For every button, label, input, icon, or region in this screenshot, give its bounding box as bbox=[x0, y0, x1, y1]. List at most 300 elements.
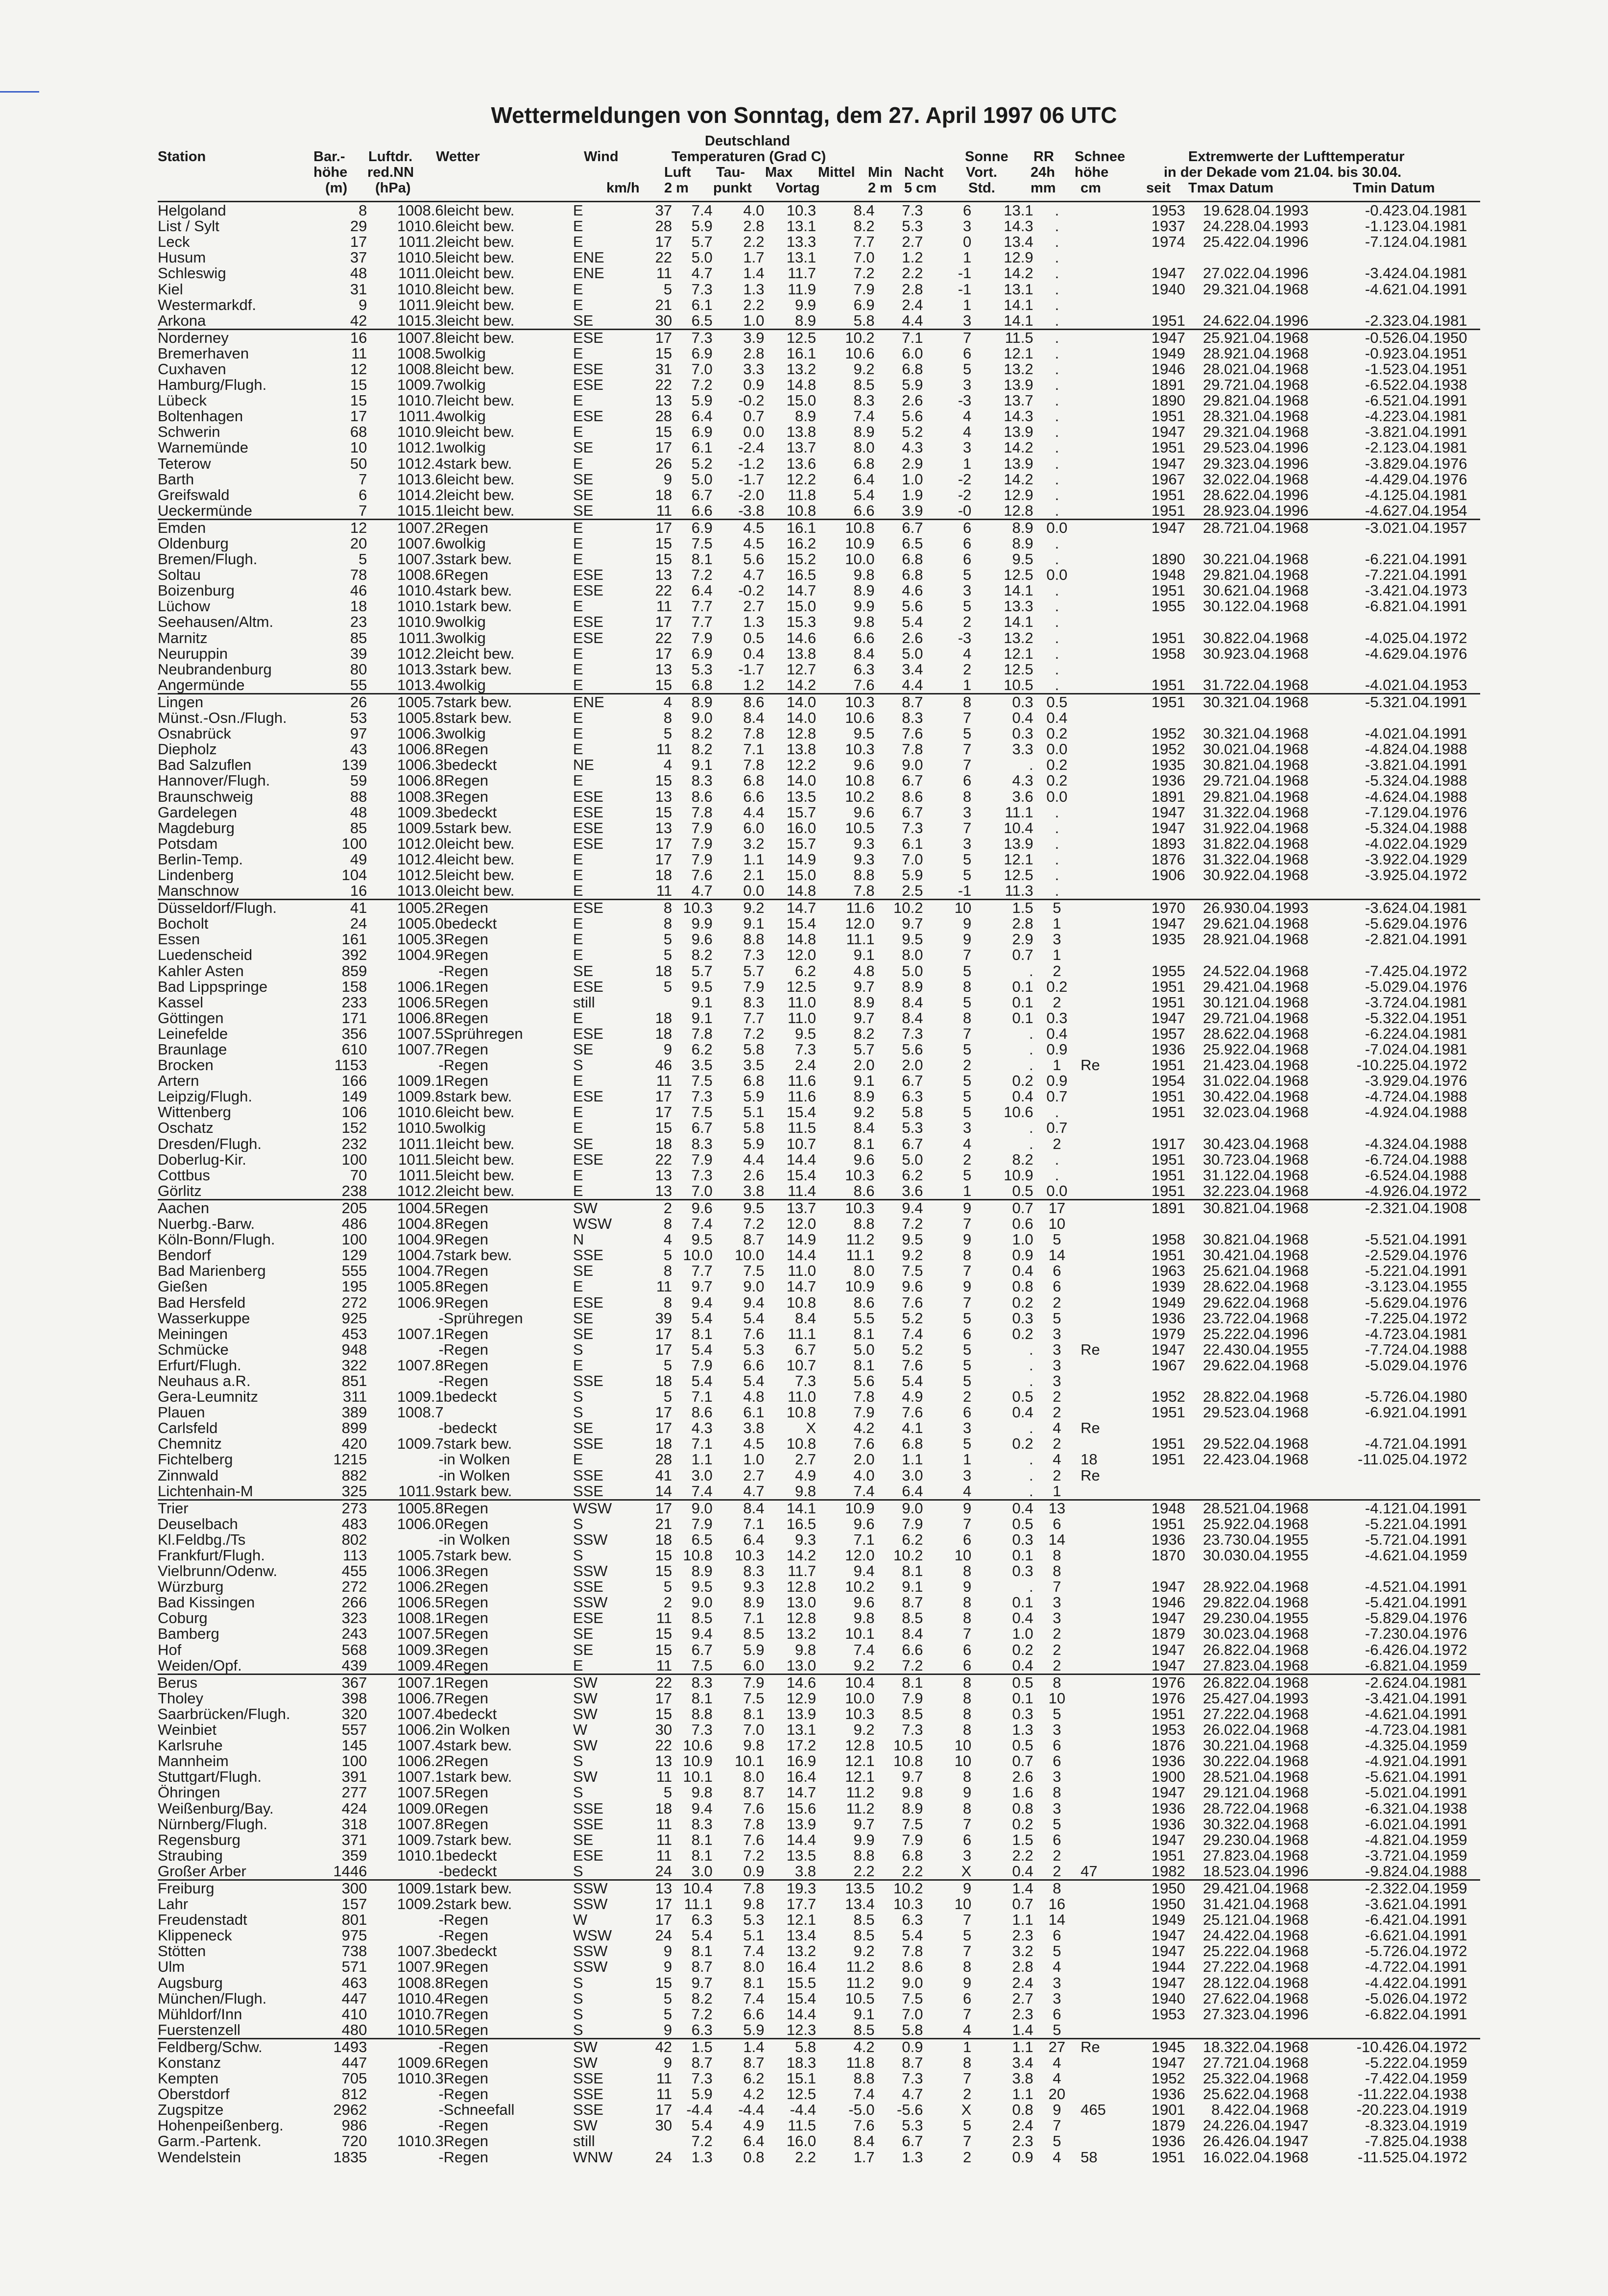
table-cell: 22.04.1968 bbox=[1232, 471, 1309, 487]
header-wetter: Wetter bbox=[436, 149, 480, 165]
table-cell: 1951 bbox=[1151, 994, 1185, 1010]
table-cell: Regen bbox=[443, 1516, 488, 1532]
table-cell: 8.9 bbox=[853, 994, 875, 1010]
table-cell: 1 bbox=[963, 677, 972, 694]
station-name: Frankfurt/Flugh. bbox=[158, 1547, 265, 1564]
table-cell: 8.0 bbox=[853, 1263, 875, 1279]
table-cell: 171 bbox=[341, 1010, 367, 1026]
table-cell: 7.6 bbox=[853, 677, 875, 694]
table-cell: 1951 bbox=[1151, 1516, 1185, 1532]
table-row bbox=[158, 1912, 1480, 1928]
table-cell: 26.04.1972 bbox=[1391, 1943, 1467, 1960]
table-cell: 5 bbox=[663, 281, 672, 297]
table-cell: SSW bbox=[573, 1896, 608, 1913]
table-cell: 6.5 bbox=[691, 1531, 713, 1548]
table-cell: 13.2 bbox=[1004, 361, 1033, 378]
table-cell: 11 bbox=[656, 502, 672, 519]
table-cell: 1011.9 bbox=[398, 297, 444, 313]
table-cell: 802 bbox=[341, 1531, 367, 1548]
table-cell: 22.04.1968 bbox=[1232, 2038, 1331, 2055]
table-cell: Regen bbox=[443, 2149, 488, 2165]
table-cell: 11.7 bbox=[788, 1563, 816, 1579]
table-cell: -4.0 bbox=[1365, 836, 1392, 852]
table-cell bbox=[1080, 408, 1131, 424]
table-cell: -5.3 bbox=[1365, 820, 1392, 836]
table-cell: 14.6 bbox=[786, 630, 816, 646]
table-cell: WNW bbox=[573, 2149, 613, 2165]
table-row bbox=[158, 1405, 1480, 1420]
table-cell: -3.1 bbox=[1365, 1279, 1392, 1295]
table-cell: 8.4 bbox=[902, 994, 923, 1010]
table-cell: 8.9 bbox=[902, 979, 923, 995]
table-cell bbox=[1131, 662, 1185, 677]
table-cell: - bbox=[438, 1912, 444, 1928]
table-cell: 3.8 bbox=[1012, 2071, 1033, 2087]
table-cell: 0.7 bbox=[1012, 1896, 1033, 1913]
table-cell: 2.4 bbox=[1012, 2118, 1033, 2134]
table-cell: -5.7 bbox=[1365, 1943, 1392, 1960]
table-cell: 18 bbox=[655, 487, 672, 503]
table-cell: SSW bbox=[573, 1563, 608, 1579]
table-cell: -4.8 bbox=[1365, 1832, 1392, 1848]
station-name: Neuruppin bbox=[158, 646, 228, 662]
table-cell bbox=[1080, 1769, 1131, 1785]
table-cell: E bbox=[573, 1167, 583, 1183]
table-cell bbox=[1332, 1373, 1392, 1389]
table-cell: 3.0 bbox=[902, 1467, 923, 1483]
table-cell: 6.6 bbox=[743, 2006, 765, 2022]
table-cell: Regen bbox=[443, 1610, 488, 1626]
table-cell: 8 bbox=[663, 1263, 672, 1279]
table-cell: 9 bbox=[663, 471, 672, 487]
table-cell: 4.3 bbox=[691, 1420, 713, 1436]
table-cell bbox=[444, 1405, 573, 1420]
table-cell: 30.8 bbox=[1202, 757, 1233, 773]
table-cell: stark bew. bbox=[443, 598, 512, 615]
station-name: Zinnwald bbox=[158, 1467, 219, 1483]
table-cell: 6.8 bbox=[743, 773, 765, 789]
table-cell: 100 bbox=[341, 1232, 367, 1248]
table-cell: 3 bbox=[963, 836, 972, 852]
table-row bbox=[158, 677, 1480, 694]
table-cell bbox=[1080, 1674, 1131, 1691]
table-header bbox=[158, 133, 1480, 198]
table-cell: WSW bbox=[573, 1500, 618, 1516]
table-cell: 13.6 bbox=[786, 455, 816, 472]
table-cell: Regen bbox=[443, 1373, 488, 1389]
table-cell: 8 bbox=[963, 1769, 972, 1785]
table-cell bbox=[1080, 329, 1131, 346]
table-cell: 14.4 bbox=[786, 1151, 816, 1168]
table-cell: 29.7 bbox=[1202, 1010, 1233, 1026]
table-cell: Regen bbox=[443, 2133, 488, 2150]
table-cell: . bbox=[1055, 1104, 1059, 1121]
table-cell bbox=[1332, 662, 1392, 677]
table-cell: 18.5 bbox=[1202, 1863, 1233, 1880]
table-cell: 21.04.1968 bbox=[1232, 1247, 1309, 1264]
table-cell: E bbox=[573, 1010, 583, 1026]
station-name: Leck bbox=[158, 234, 190, 250]
table-cell bbox=[1080, 234, 1131, 250]
table-cell: 8.7 bbox=[902, 2055, 923, 2071]
table-cell bbox=[1391, 297, 1480, 313]
table-cell: 1015.3 bbox=[397, 312, 444, 329]
table-cell: 1947 bbox=[1151, 820, 1185, 836]
table-cell: 5.8 bbox=[902, 2022, 923, 2038]
table-cell: 6.3 bbox=[902, 1089, 923, 1105]
table-cell: 5.2 bbox=[902, 1341, 923, 1358]
table-cell: 17 bbox=[618, 1500, 672, 1516]
table-cell: 23.04.1968 bbox=[1232, 1452, 1309, 1468]
table-cell: 2.6 bbox=[902, 630, 923, 646]
table-cell: 21.04.1968 bbox=[1232, 583, 1309, 599]
station-name: Diepholz bbox=[158, 741, 217, 758]
table-cell: 10.5 bbox=[845, 820, 875, 836]
table-cell: 7.8 bbox=[743, 726, 765, 742]
table-cell: . bbox=[1055, 646, 1059, 662]
table-cell: 8 bbox=[1053, 1563, 1061, 1579]
table-cell: 23.04.1981 bbox=[1391, 408, 1467, 425]
table-cell: 29.6 bbox=[1202, 1357, 1233, 1373]
table-cell: bedeckt bbox=[443, 916, 497, 932]
table-cell: 14 bbox=[1048, 1531, 1066, 1548]
table-cell: E bbox=[573, 1183, 583, 1199]
table-cell: 6.9 bbox=[691, 345, 713, 361]
table-cell: 22 bbox=[655, 583, 672, 599]
table-cell: 10.2 bbox=[875, 1880, 923, 1896]
table-cell: ESE bbox=[573, 804, 603, 820]
table-cell: 6.4 bbox=[691, 583, 713, 599]
table-cell: 5 bbox=[663, 1389, 672, 1405]
table-cell: 11 bbox=[656, 2071, 672, 2087]
table-row bbox=[158, 1104, 1480, 1120]
table-cell: 8.4 bbox=[853, 2133, 875, 2150]
station-name: Bamberg bbox=[158, 1626, 219, 1642]
table-cell: 1007.1 bbox=[367, 1674, 443, 1691]
table-cell: 0.7 bbox=[1046, 1089, 1068, 1105]
table-cell: 4.4 bbox=[902, 677, 923, 694]
table-cell: 1.7 bbox=[743, 250, 765, 266]
table-cell: 0.4 bbox=[1046, 710, 1068, 726]
table-cell: 13.2 bbox=[1004, 630, 1033, 646]
table-cell: 5 bbox=[963, 867, 972, 884]
table-cell bbox=[1332, 536, 1392, 551]
table-cell: 152 bbox=[341, 1120, 367, 1136]
table-cell: 1007.1 bbox=[397, 1326, 444, 1342]
table-cell: 7.3 bbox=[743, 947, 765, 963]
table-cell: 139 bbox=[341, 757, 367, 773]
table-cell: 1947 bbox=[1151, 2055, 1185, 2071]
table-cell bbox=[1080, 1247, 1131, 1263]
table-row bbox=[158, 900, 1480, 916]
table-cell: 23.04.1951 bbox=[1391, 361, 1467, 378]
table-cell: -5.6 bbox=[897, 2102, 923, 2118]
table-cell: 6.2 bbox=[902, 1167, 923, 1183]
table-cell: 1951 bbox=[1151, 1183, 1185, 1199]
table-cell: 8.2 bbox=[691, 741, 713, 758]
table-cell: 6.1 bbox=[691, 297, 713, 313]
table-cell: leicht bew. bbox=[443, 393, 515, 409]
table-cell: 5 bbox=[663, 726, 672, 742]
table-cell: 1009.6 bbox=[397, 2055, 444, 2071]
table-cell: 0.2 bbox=[1046, 726, 1068, 742]
table-row bbox=[158, 1738, 1480, 1753]
header-extrem2: in der Dekade vom 21.04. bis 30.04. bbox=[1164, 165, 1402, 180]
table-cell: 15.7 bbox=[786, 804, 816, 820]
table-cell: 8.3 bbox=[743, 994, 765, 1010]
table-cell: 705 bbox=[341, 2071, 367, 2087]
table-cell: 8 bbox=[963, 2055, 972, 2071]
table-cell: 85 bbox=[350, 630, 367, 646]
table-cell: 21.04.1968 bbox=[1232, 1896, 1309, 1913]
table-cell: Regen bbox=[443, 1041, 488, 1058]
table-cell: 7.6 bbox=[902, 1294, 923, 1311]
table-cell: Sprühregen bbox=[443, 1310, 523, 1326]
table-cell: 2.2 bbox=[902, 1863, 923, 1880]
table-cell: 23.04.1981 bbox=[1391, 312, 1467, 329]
table-cell: 2.3 bbox=[1012, 2006, 1033, 2022]
table-cell: 9.6 bbox=[691, 932, 713, 948]
table-cell bbox=[1131, 1420, 1185, 1436]
table-cell: E bbox=[573, 345, 583, 361]
table-cell: 10.9 bbox=[1004, 1167, 1033, 1183]
table-cell: 21.04.1968 bbox=[1232, 329, 1331, 346]
table-cell bbox=[1131, 1483, 1185, 1500]
table-cell: 30.0 bbox=[1202, 741, 1233, 758]
table-cell: leicht bew. bbox=[443, 883, 515, 900]
table-cell: . bbox=[1055, 377, 1059, 393]
table-cell: 5 bbox=[963, 1928, 972, 1944]
table-cell: 1005.8 bbox=[397, 1279, 444, 1295]
table-cell: 10.5 bbox=[1004, 677, 1033, 694]
station-name: Öhringen bbox=[158, 1785, 220, 1801]
table-cell: 1004.7 bbox=[397, 1263, 444, 1279]
table-cell: ESE bbox=[573, 1847, 603, 1864]
table-cell: 5.1 bbox=[743, 1928, 765, 1944]
table-cell: 7.8 bbox=[853, 883, 875, 900]
table-cell: 30.9 bbox=[1202, 867, 1233, 884]
table-cell: 318 bbox=[341, 1816, 367, 1832]
table-cell: 1.4 bbox=[971, 1880, 1033, 1896]
table-cell: -4.1 bbox=[1332, 1500, 1392, 1516]
table-cell bbox=[1080, 361, 1131, 377]
table-cell: 16 bbox=[1048, 1896, 1066, 1913]
table-cell bbox=[1080, 995, 1131, 1010]
station-name: Mühldorf/Inn bbox=[158, 2006, 242, 2022]
table-cell: -3.8 bbox=[1365, 455, 1392, 472]
table-cell: - bbox=[367, 2038, 443, 2055]
table-cell: -7.7 bbox=[1365, 1341, 1392, 1358]
table-cell: 392 bbox=[341, 947, 367, 963]
table-row bbox=[158, 1232, 1480, 1247]
table-cell: 1 bbox=[1053, 916, 1061, 932]
table-cell: 1951 bbox=[1151, 583, 1185, 599]
station-name: Bremen/Flugh. bbox=[158, 551, 258, 568]
table-cell: 15 bbox=[655, 773, 672, 789]
table-cell: 25.4 bbox=[1202, 1690, 1233, 1706]
table-cell: 8 bbox=[1053, 1785, 1061, 1801]
table-cell: 8.5 bbox=[902, 1610, 923, 1626]
table-cell: 851 bbox=[341, 1373, 367, 1389]
table-cell: 10.8 bbox=[786, 1405, 816, 1421]
table-cell: 29.04.1976 bbox=[1391, 1610, 1467, 1626]
table-cell: 21.04.1968 bbox=[1232, 519, 1331, 536]
table-cell: 5.8 bbox=[743, 1120, 765, 1136]
table-cell: 1010.5 bbox=[397, 2022, 444, 2038]
table-cell: 0.8 bbox=[1012, 1800, 1033, 1817]
table-cell: E bbox=[573, 1357, 583, 1373]
table-cell: . bbox=[1055, 614, 1059, 630]
table-cell: 11 bbox=[656, 1769, 672, 1785]
table-cell: 30.0 bbox=[1202, 1547, 1233, 1564]
table-cell: 23.04.1981 bbox=[1391, 1326, 1467, 1342]
table-cell: 11 bbox=[656, 1073, 672, 1089]
table-cell: 2962 bbox=[333, 2102, 367, 2118]
table-row bbox=[158, 867, 1480, 883]
table-cell: 8.4 bbox=[1211, 2102, 1233, 2118]
table-cell: 1951 bbox=[1151, 1452, 1185, 1468]
table-cell: 27.0 bbox=[1202, 265, 1233, 282]
table-cell: 7.7 bbox=[691, 1263, 713, 1279]
table-cell: 21.04.1959 bbox=[1391, 1847, 1467, 1864]
station-name: Gießen bbox=[158, 1279, 208, 1295]
table-cell: 0.9 bbox=[875, 2038, 923, 2055]
table-cell: 6.6 bbox=[853, 502, 875, 519]
table-cell: -2.8 bbox=[1365, 932, 1392, 948]
table-cell: 1901 bbox=[1151, 2102, 1185, 2118]
table-cell: 1215 bbox=[333, 1452, 367, 1468]
table-cell: 22.04.1968 bbox=[1232, 1516, 1309, 1532]
table-cell: 6.3 bbox=[691, 2022, 713, 2038]
table-cell: 48 bbox=[350, 804, 367, 820]
station-name: München/Flugh. bbox=[158, 1990, 267, 2007]
table-cell: 12.8 bbox=[845, 1738, 875, 1754]
table-cell: 9.3 bbox=[853, 836, 875, 852]
table-cell: 5.3 bbox=[902, 1120, 923, 1136]
table-cell: 7.9 bbox=[691, 820, 713, 836]
table-cell: 24.04.1981 bbox=[1391, 1674, 1480, 1691]
station-name: Schleswig bbox=[158, 265, 226, 282]
table-cell: 5.7 bbox=[853, 1041, 875, 1058]
table-cell: 7.4 bbox=[691, 203, 713, 219]
table-cell: 7.8 bbox=[713, 1880, 765, 1896]
table-cell: 8.1 bbox=[691, 1690, 713, 1706]
table-cell: 2.2 bbox=[853, 1863, 875, 1880]
table-cell: . bbox=[1055, 281, 1059, 297]
table-cell: 1937 bbox=[1151, 218, 1185, 235]
table-cell: 1012.1 bbox=[397, 440, 444, 456]
table-cell: -7.4 bbox=[1365, 2071, 1392, 2087]
table-row bbox=[158, 203, 1480, 218]
table-cell: 7 bbox=[963, 741, 972, 758]
table-cell: 7.2 bbox=[691, 2006, 713, 2022]
table-cell: 610 bbox=[341, 1041, 367, 1058]
table-cell: 13.2 bbox=[786, 361, 816, 378]
table-cell: Re bbox=[1080, 2038, 1131, 2055]
table-cell: 1947 bbox=[1151, 1657, 1185, 1674]
table-cell: 7.6 bbox=[743, 1326, 765, 1342]
table-cell bbox=[1080, 2022, 1131, 2039]
table-cell: 9.1 bbox=[743, 916, 765, 932]
table-cell: 16.4 bbox=[786, 1769, 816, 1785]
table-cell: ESE bbox=[573, 408, 603, 425]
table-cell: 1005.8 bbox=[367, 1500, 443, 1516]
table-cell bbox=[1185, 883, 1233, 900]
table-cell: 15 bbox=[655, 1706, 672, 1722]
table-cell: 7 bbox=[963, 1626, 972, 1642]
table-cell: 371 bbox=[341, 1832, 367, 1848]
table-cell: E bbox=[573, 1452, 583, 1468]
table-cell: 22.04.1968 bbox=[1232, 2086, 1309, 2103]
table-cell: SSE bbox=[573, 2102, 603, 2118]
table-cell: 6.3 bbox=[853, 661, 875, 677]
table-cell: SW bbox=[573, 1738, 598, 1754]
table-cell: 1970 bbox=[1131, 900, 1185, 916]
table-cell: 11.6 bbox=[788, 1073, 816, 1089]
table-cell: 0.2 bbox=[1012, 1436, 1033, 1452]
table-cell: 7.5 bbox=[902, 1816, 923, 1832]
table-cell: 14.7 bbox=[765, 900, 816, 916]
table-cell: 1005.8 bbox=[397, 710, 444, 726]
table-cell: 21.04.1991 bbox=[1391, 1436, 1467, 1452]
table-cell: 859 bbox=[341, 963, 367, 979]
table-cell: 27.04.1954 bbox=[1391, 502, 1467, 519]
table-cell: 11 bbox=[656, 883, 672, 900]
table-row bbox=[158, 1057, 1480, 1073]
table-cell: 26.04.1950 bbox=[1391, 329, 1480, 346]
table-row bbox=[158, 536, 1480, 551]
table-cell: 30.4 bbox=[1202, 1247, 1233, 1264]
table-cell: 31.1 bbox=[1202, 1167, 1233, 1183]
table-cell: 6.4 bbox=[902, 1483, 923, 1500]
table-cell: 21.04.1991 bbox=[1391, 1785, 1467, 1801]
table-cell: 7.6 bbox=[743, 1800, 765, 1817]
table-cell: 16.1 bbox=[765, 519, 816, 536]
table-cell: wolkig bbox=[443, 726, 486, 742]
table-cell: 25.2 bbox=[1202, 1326, 1233, 1342]
table-cell: 48 bbox=[350, 265, 367, 282]
table-cell: 17.7 bbox=[786, 1896, 816, 1913]
table-cell: E bbox=[573, 883, 583, 900]
table-cell: . bbox=[1055, 297, 1059, 313]
table-cell: stark bew. bbox=[443, 583, 512, 599]
table-cell: 5.0 bbox=[902, 963, 923, 979]
table-row bbox=[158, 346, 1480, 361]
table-cell: 9.3 bbox=[743, 1579, 765, 1595]
table-cell: SE bbox=[573, 1626, 594, 1642]
table-cell: 25.6 bbox=[1202, 2086, 1233, 2103]
table-cell: 1.9 bbox=[902, 487, 923, 503]
table-cell: 21.04.1991 bbox=[1391, 1531, 1467, 1548]
table-cell: 21.04.1991 bbox=[1391, 1263, 1467, 1279]
table-cell: 21.04.1968 bbox=[1232, 1912, 1309, 1928]
table-cell: 30.2 bbox=[1202, 1738, 1233, 1754]
table-cell: E bbox=[573, 932, 583, 948]
table-cell: 1947 bbox=[1151, 1642, 1185, 1658]
table-cell: -7.4 bbox=[1365, 963, 1392, 979]
table-cell: 22.04.1951 bbox=[1391, 1010, 1467, 1026]
table-cell: 0.6 bbox=[1012, 1216, 1033, 1232]
table-cell: 14 bbox=[1048, 1912, 1066, 1928]
table-cell: 13.3 bbox=[786, 234, 816, 250]
table-cell: 6 bbox=[963, 535, 972, 552]
table-cell: 2.7 bbox=[795, 1452, 816, 1468]
table-cell: -10.2 bbox=[1356, 1057, 1392, 1074]
station-name: Berus bbox=[158, 1674, 328, 1691]
table-cell: 12 bbox=[350, 361, 367, 378]
table-cell: 5.9 bbox=[691, 393, 713, 409]
table-cell: 2.5 bbox=[902, 883, 923, 900]
